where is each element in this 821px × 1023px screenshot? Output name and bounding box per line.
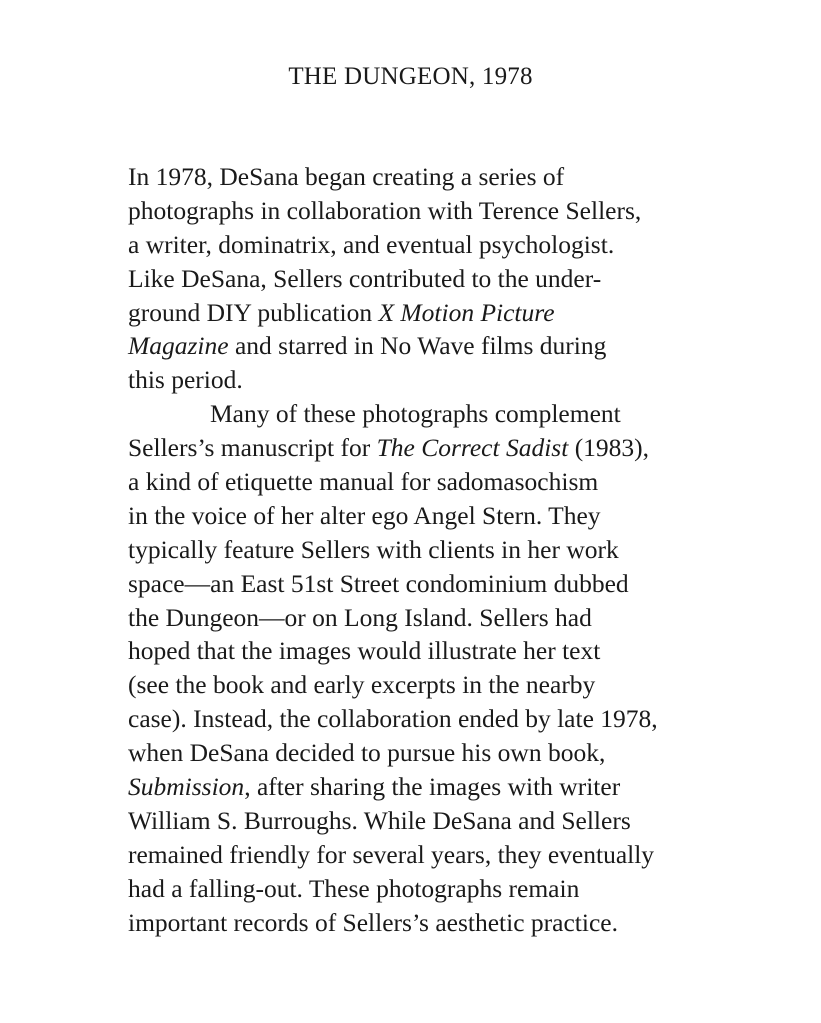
paragraph-2 [128,397,728,939]
text-line: Magazine and starred in No Wave films during [128,331,607,361]
text-line: space—an East 51st Street condominium dubbed [128,568,629,598]
italic-title: Submission [128,772,245,802]
italic-title: X Motion Picture [378,297,555,327]
text-line: the Dungeon—or on Long Island. Sellers had [128,602,592,632]
text-line: Submission, after sharing the images with writer [128,772,621,802]
text-line: in the voice of her alter ego Angel Stern. They [128,500,601,530]
text-line: a kind of etiquette manual for sadomasochism [128,467,599,497]
text-line: typically feature Sellers with clients in her work [128,534,619,564]
text-line: remained friendly for several years, they eventually [128,839,655,869]
text-line: case). Instead, the collaboration ended by late 1978, [128,704,658,734]
text-line: important records of Sellers’s aesthetic practice. [128,907,618,937]
italic-title: The Correct Sadist [376,433,569,463]
text-line: a writer, dominatrix, and eventual psychologist. [128,229,615,259]
text-line: hoped that the images would illustrate her text [128,636,601,666]
text-line: Many of these photographs complement [210,399,621,429]
paragraph-1 [128,160,728,397]
italic-title: Magazine [128,331,229,361]
text-line: Like DeSana, Sellers contributed to the under- [128,263,602,293]
text-line: this period. [128,365,243,395]
text-line: photographs in collaboration with Terence Sellers, [128,195,642,225]
text-line: (see the book and early excerpts in the nearby [128,670,596,700]
text-line: In 1978, DeSana began creating a series of [128,162,565,191]
text-line: had a falling-out. These photographs remain [128,873,580,903]
body-text [128,160,728,939]
text-line: ground DIY publication X Motion Picture [128,297,555,327]
page-title: THE DUNGEON, 1978 [288,63,533,90]
text-line: Sellers’s manuscript for The Correct Sadist (1983), [128,433,650,463]
text-line: William S. Burroughs. While DeSana and Sellers [128,805,631,835]
text-line: when DeSana decided to pursue his own book, [128,738,606,768]
